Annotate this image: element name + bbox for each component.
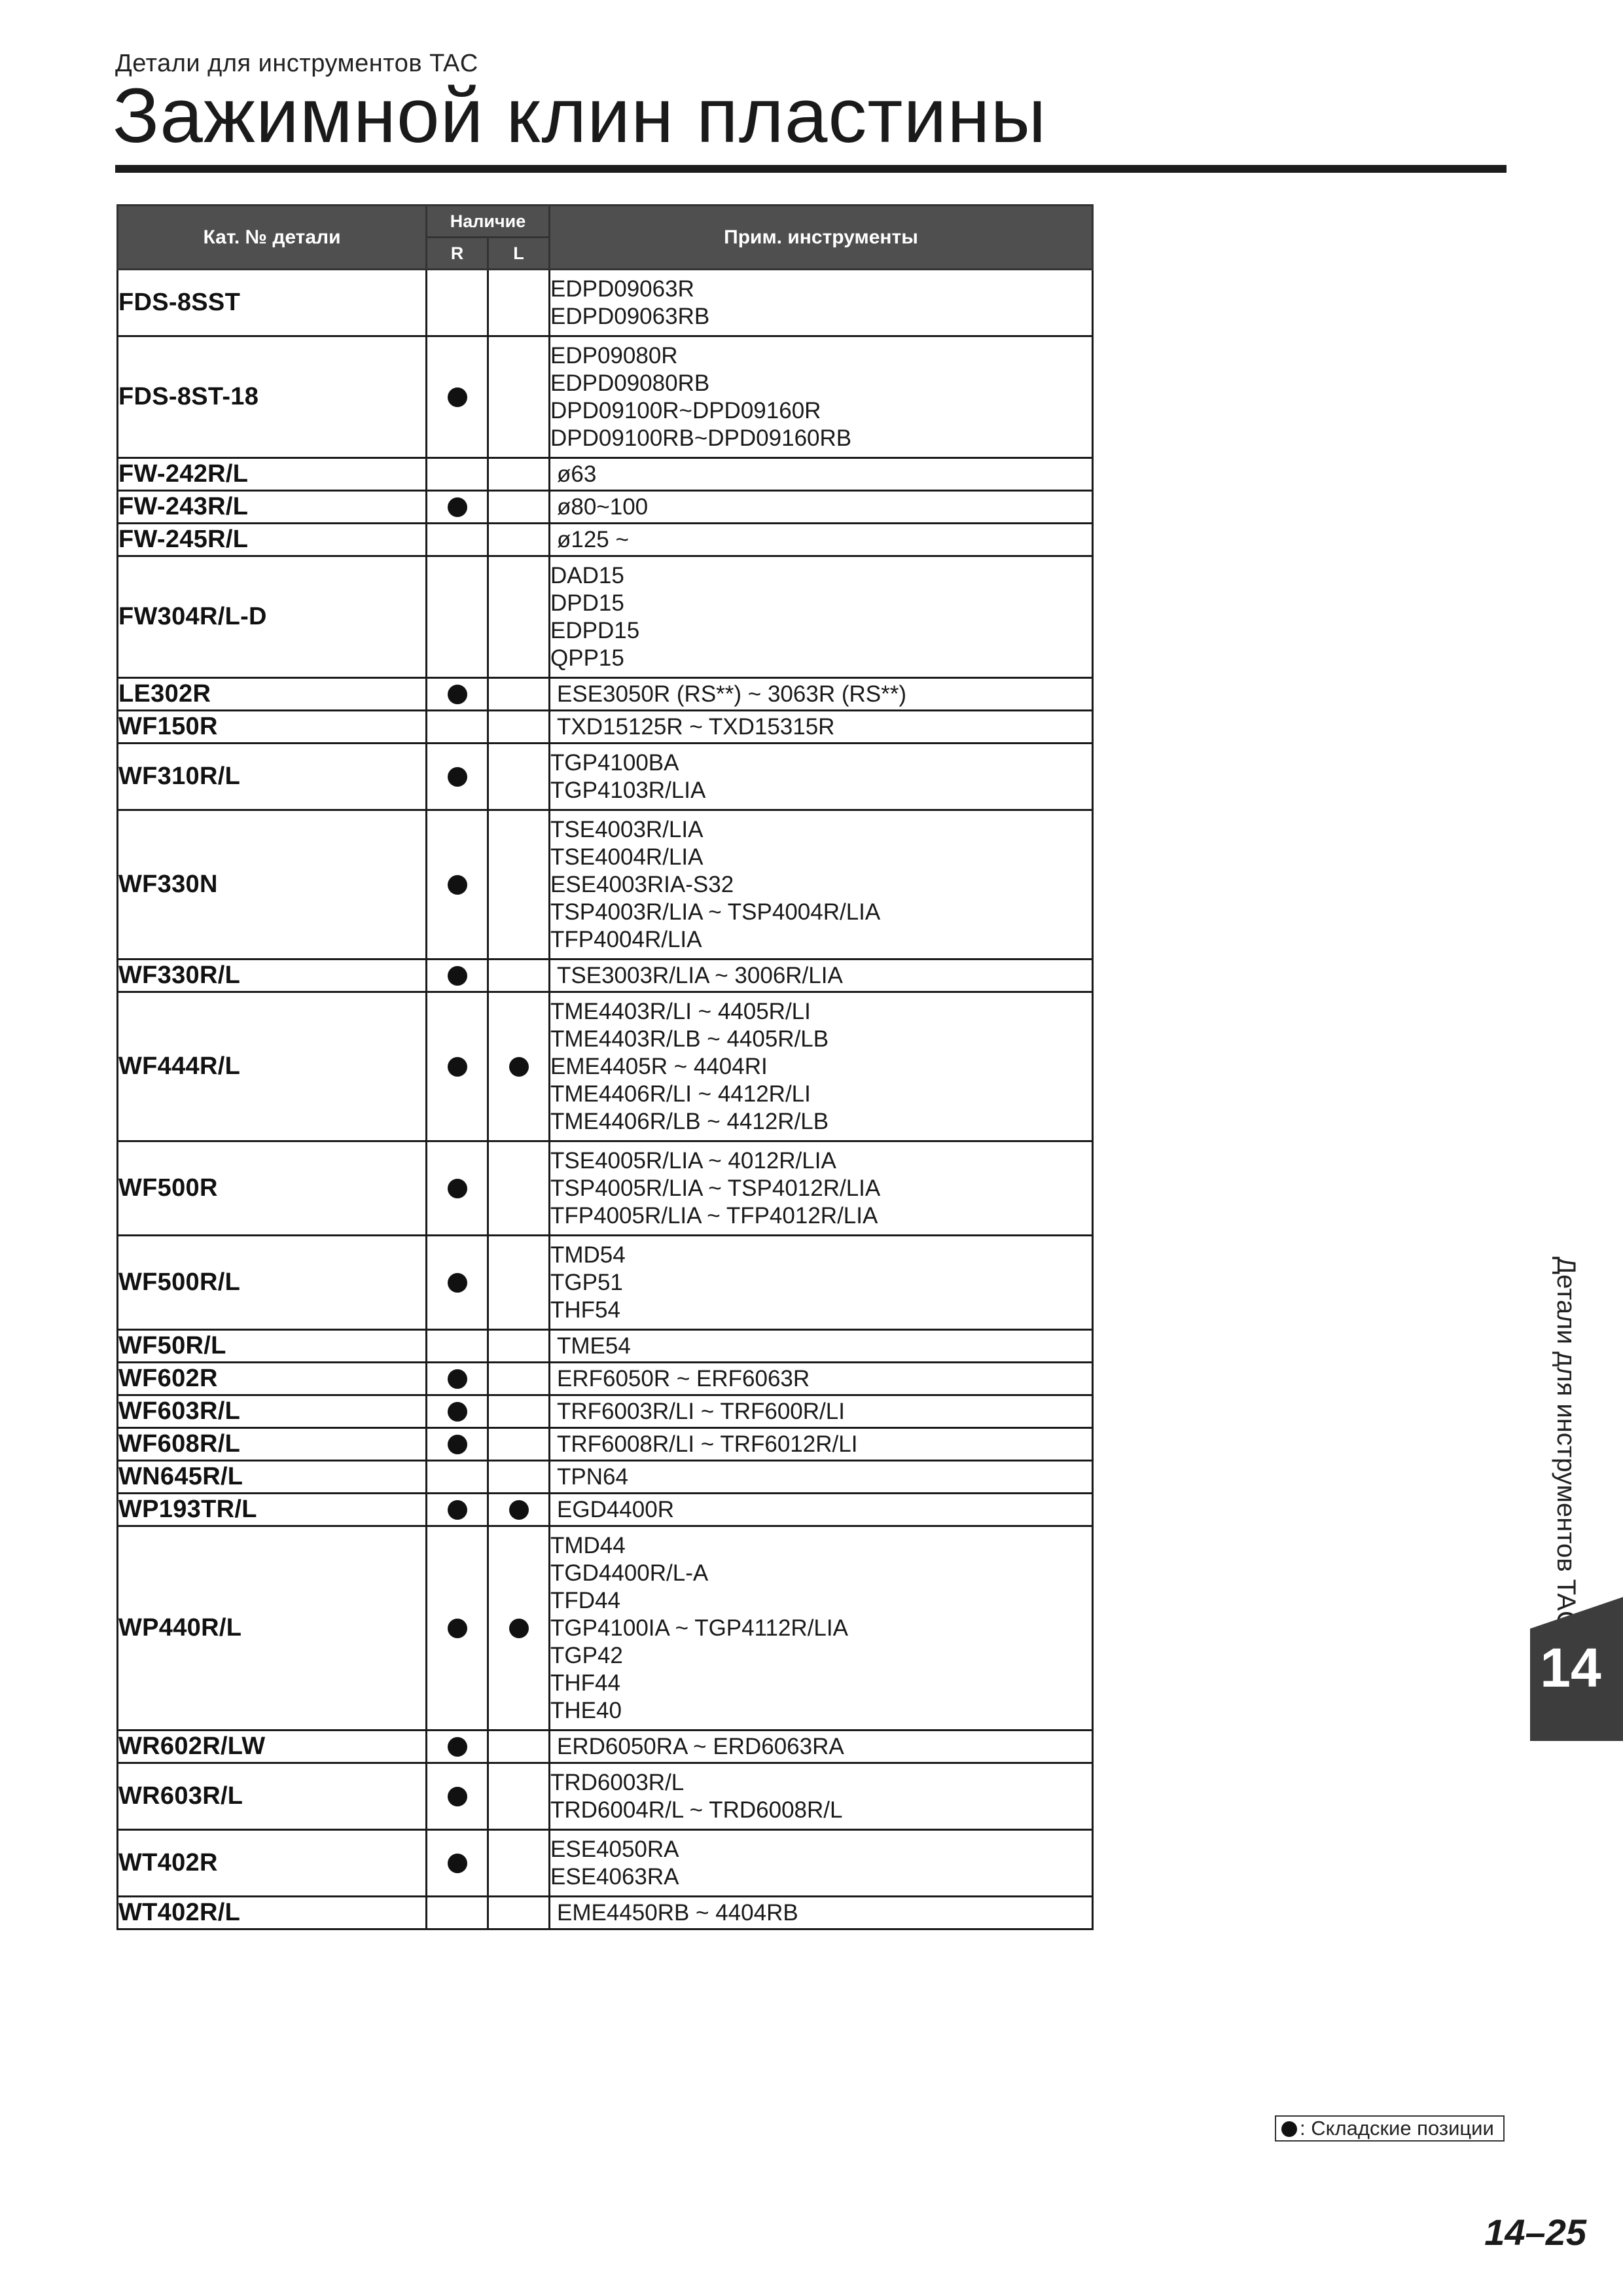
tool-line: EDP09080R <box>550 342 678 368</box>
tool-line: EDPD09063RB <box>550 303 710 329</box>
availability-r-cell <box>427 458 488 491</box>
tool-line: EDPD15 <box>550 617 640 643</box>
availability-l-cell <box>488 1897 550 1929</box>
availability-l-cell <box>488 1236 550 1330</box>
availability-l-cell <box>488 1526 550 1731</box>
tool-line: EME4450RB ~ 4404RB <box>557 1899 798 1926</box>
table-row <box>118 524 1093 556</box>
table-row <box>118 1236 1093 1330</box>
availability-r-cell <box>427 1494 488 1526</box>
availability-l-cell <box>488 992 550 1141</box>
table-header <box>118 206 1093 270</box>
stock-dot-icon <box>448 1057 467 1077</box>
part-number-cell: WF602R <box>118 1363 427 1395</box>
tool-line: EME4405R ~ 4404RI <box>550 1053 768 1079</box>
part-number-cell: WF330R/L <box>118 960 427 992</box>
header-applicable-tools: Прим. инструменты <box>550 206 1093 270</box>
table-row <box>118 992 1093 1141</box>
tool-line: TXD15125R ~ TXD15315R <box>557 713 835 740</box>
part-number-cell: FDS-8ST-18 <box>118 336 427 458</box>
table-row <box>118 744 1093 810</box>
tool-line: TME4403R/LB ~ 4405R/LB <box>550 1026 829 1052</box>
tool-line: ø63 <box>557 461 597 487</box>
tool-line: ESE3050R (RS**) ~ 3063R (RS**) <box>557 681 906 707</box>
stock-dot-icon <box>448 1402 467 1422</box>
tool-line: TGP42 <box>550 1642 623 1668</box>
part-number-cell: WR603R/L <box>118 1763 427 1830</box>
availability-r-cell <box>427 1395 488 1428</box>
stock-dot-icon <box>448 1737 467 1757</box>
part-number-cell: WR602R/LW <box>118 1731 427 1763</box>
tool-line: TRF6003R/LI ~ TRF600R/LI <box>557 1398 845 1424</box>
tool-line: EDPD09080RB <box>550 370 710 396</box>
availability-r-cell <box>427 556 488 678</box>
tool-line: ESE4003RIA-S32 <box>550 871 734 897</box>
tool-line: THE40 <box>550 1697 622 1723</box>
tool-line: TRD6003R/L <box>550 1769 685 1795</box>
chapter-number: 14 <box>1540 1637 1601 1698</box>
header-l: L <box>488 238 550 270</box>
tool-line: THF54 <box>550 1297 620 1323</box>
tool-line: TPN64 <box>557 1463 628 1490</box>
availability-r-cell <box>427 1141 488 1236</box>
part-number-cell: WP440R/L <box>118 1526 427 1731</box>
page-number: 14–25 <box>1484 2212 1586 2253</box>
applicable-tools-cell <box>550 1363 1093 1395</box>
part-number-cell: WF500R <box>118 1141 427 1236</box>
tool-line: TFP4005R/LIA ~ TFP4012R/LIA <box>550 1202 878 1229</box>
tool-line: TMD54 <box>550 1242 626 1268</box>
stock-dot-icon <box>448 1369 467 1389</box>
tool-line: ESE4050RA <box>550 1836 679 1862</box>
applicable-tools-cell <box>550 810 1093 960</box>
table-row <box>118 1428 1093 1461</box>
tool-line: TSP4005R/LIA ~ TSP4012R/LIA <box>550 1175 881 1201</box>
tool-line: ERF6050R ~ ERF6063R <box>557 1365 810 1391</box>
header-part-number: Кат. № детали <box>118 206 427 270</box>
part-number-cell: WF603R/L <box>118 1395 427 1428</box>
tool-line: TME4406R/LB ~ 4412R/LB <box>550 1108 829 1134</box>
availability-l-cell <box>488 1494 550 1526</box>
availability-l-cell <box>488 711 550 744</box>
part-number-cell: WP193TR/L <box>118 1494 427 1526</box>
availability-r-cell <box>427 992 488 1141</box>
availability-r-cell <box>427 711 488 744</box>
availability-r-cell <box>427 524 488 556</box>
tool-line: TME4406R/LI ~ 4412R/LI <box>550 1081 811 1107</box>
table-row <box>118 810 1093 960</box>
availability-r-cell <box>427 810 488 960</box>
availability-l-cell <box>488 1395 550 1428</box>
availability-l-cell <box>488 556 550 678</box>
availability-l-cell <box>488 744 550 810</box>
applicable-tools-cell <box>550 1428 1093 1461</box>
part-number-cell: WT402R/L <box>118 1897 427 1929</box>
parts-table <box>116 204 1094 1930</box>
table-row <box>118 458 1093 491</box>
tool-line: THF44 <box>550 1670 620 1696</box>
stock-dot-icon <box>448 1619 467 1638</box>
stock-dot-icon <box>448 767 467 787</box>
availability-r-cell <box>427 744 488 810</box>
legend-text: : Складские позиции <box>1300 2117 1494 2140</box>
applicable-tools-cell <box>550 336 1093 458</box>
tool-line: DPD09100RB~DPD09160RB <box>550 425 852 451</box>
part-number-cell: WF310R/L <box>118 744 427 810</box>
applicable-tools-cell <box>550 1763 1093 1830</box>
tool-line: TME54 <box>557 1333 631 1359</box>
applicable-tools-cell <box>550 1330 1093 1363</box>
availability-r-cell <box>427 1731 488 1763</box>
table-row <box>118 960 1093 992</box>
stock-dot-icon <box>448 497 467 517</box>
applicable-tools-cell <box>550 711 1093 744</box>
tool-line: TSE4005R/LIA ~ 4012R/LIA <box>550 1147 836 1174</box>
availability-l-cell <box>488 491 550 524</box>
availability-l-cell <box>488 1428 550 1461</box>
availability-r-cell <box>427 336 488 458</box>
tool-line: DPD15 <box>550 590 624 616</box>
applicable-tools-cell <box>550 1731 1093 1763</box>
stock-dot-icon <box>448 1500 467 1520</box>
applicable-tools-cell <box>550 1395 1093 1428</box>
applicable-tools-cell <box>550 1141 1093 1236</box>
part-number-cell: WN645R/L <box>118 1461 427 1494</box>
tool-line: DAD15 <box>550 562 624 588</box>
availability-l-cell <box>488 1731 550 1763</box>
stock-dot-icon <box>448 875 467 895</box>
part-number-cell: WF50R/L <box>118 1330 427 1363</box>
part-number-cell: WF330N <box>118 810 427 960</box>
stock-dot-icon <box>448 1854 467 1873</box>
applicable-tools-cell <box>550 524 1093 556</box>
tool-line: TFP4004R/LIA <box>550 926 702 952</box>
legend <box>1275 2115 1505 2142</box>
part-number-cell: WF444R/L <box>118 992 427 1141</box>
tool-line: QPP15 <box>550 645 624 671</box>
table-row <box>118 1395 1093 1428</box>
availability-r-cell <box>427 1461 488 1494</box>
table-body <box>118 270 1093 1929</box>
availability-r-cell <box>427 1330 488 1363</box>
title-rule <box>115 165 1507 173</box>
tool-line: TSE3003R/LIA ~ 3006R/LIA <box>557 962 843 988</box>
applicable-tools-cell <box>550 992 1093 1141</box>
table-row <box>118 1461 1093 1494</box>
table-row <box>118 336 1093 458</box>
applicable-tools-cell <box>550 744 1093 810</box>
side-section-label: Детали для инструментов TAC <box>1552 1257 1580 1630</box>
availability-r-cell <box>427 1363 488 1395</box>
tool-line: EGD4400R <box>557 1496 674 1522</box>
table-row <box>118 1763 1093 1830</box>
availability-l-cell <box>488 1330 550 1363</box>
part-number-cell: FW-245R/L <box>118 524 427 556</box>
tool-line: TRD6004R/L ~ TRD6008R/L <box>550 1797 843 1823</box>
part-number-cell: LE302R <box>118 678 427 711</box>
applicable-tools-cell <box>550 556 1093 678</box>
part-number-cell: FW-243R/L <box>118 491 427 524</box>
table-row <box>118 1731 1093 1763</box>
availability-r-cell <box>427 1897 488 1929</box>
tool-line: ø125 ~ <box>557 526 629 552</box>
table-row <box>118 1897 1093 1929</box>
tool-line: TMD44 <box>550 1532 626 1558</box>
table-row <box>118 270 1093 336</box>
part-number-cell: WF500R/L <box>118 1236 427 1330</box>
tool-line: TGP4100BA <box>550 749 679 776</box>
tool-line: DPD09100R~DPD09160R <box>550 397 821 423</box>
stock-dot-icon <box>1281 2121 1297 2137</box>
applicable-tools-cell <box>550 1897 1093 1929</box>
header-availability: Наличие <box>427 206 550 238</box>
table-row <box>118 1526 1093 1731</box>
tool-line: EDPD09063R <box>550 276 694 302</box>
table-row <box>118 556 1093 678</box>
header-r: R <box>427 238 488 270</box>
tool-line: TSE4004R/LIA <box>550 844 704 870</box>
tool-line: TGP4100IA ~ TGP4112R/LIA <box>550 1615 848 1641</box>
stock-dot-icon <box>509 1057 529 1077</box>
applicable-tools-cell <box>550 491 1093 524</box>
tool-line: TGD4400R/L-A <box>550 1560 709 1586</box>
availability-l-cell <box>488 524 550 556</box>
page-title: Зажимной клин пластины <box>113 73 1047 159</box>
part-number-cell: WF608R/L <box>118 1428 427 1461</box>
availability-l-cell <box>488 810 550 960</box>
availability-l-cell <box>488 1461 550 1494</box>
availability-l-cell <box>488 1763 550 1830</box>
stock-dot-icon <box>509 1500 529 1520</box>
applicable-tools-cell <box>550 1526 1093 1731</box>
tool-line: TME4403R/LI ~ 4405R/LI <box>550 998 811 1024</box>
availability-r-cell <box>427 270 488 336</box>
stock-dot-icon <box>509 1619 529 1638</box>
availability-r-cell <box>427 1763 488 1830</box>
part-number-cell: WF150R <box>118 711 427 744</box>
applicable-tools-cell <box>550 270 1093 336</box>
availability-l-cell <box>488 1141 550 1236</box>
availability-r-cell <box>427 1428 488 1461</box>
applicable-tools-cell <box>550 1236 1093 1330</box>
table-row <box>118 1141 1093 1236</box>
table-row <box>118 491 1093 524</box>
stock-dot-icon <box>448 966 467 986</box>
availability-l-cell <box>488 336 550 458</box>
availability-l-cell <box>488 1830 550 1897</box>
applicable-tools-cell <box>550 1830 1093 1897</box>
availability-l-cell <box>488 270 550 336</box>
part-number-cell: FW304R/L-D <box>118 556 427 678</box>
tool-line: TGP4103R/LIA <box>550 777 706 803</box>
applicable-tools-cell <box>550 1461 1093 1494</box>
part-number-cell: FDS-8SST <box>118 270 427 336</box>
stock-dot-icon <box>448 1435 467 1454</box>
page-subtitle: Детали для инструментов TAC <box>115 50 478 77</box>
availability-r-cell <box>427 491 488 524</box>
table-row <box>118 1494 1093 1526</box>
availability-r-cell <box>427 1526 488 1731</box>
availability-l-cell <box>488 960 550 992</box>
tool-line: ESE4063RA <box>550 1863 679 1890</box>
part-number-cell: FW-242R/L <box>118 458 427 491</box>
applicable-tools-cell <box>550 458 1093 491</box>
applicable-tools-cell <box>550 678 1093 711</box>
availability-r-cell <box>427 1830 488 1897</box>
table-row <box>118 711 1093 744</box>
stock-dot-icon <box>448 1787 467 1806</box>
availability-l-cell <box>488 458 550 491</box>
availability-l-cell <box>488 1363 550 1395</box>
tool-line: TSP4003R/LIA ~ TSP4004R/LIA <box>550 899 881 925</box>
tool-line: TFD44 <box>550 1587 620 1613</box>
table-row <box>118 1363 1093 1395</box>
table-row <box>118 1330 1093 1363</box>
table-row <box>118 1830 1093 1897</box>
tool-line: ERD6050RA ~ ERD6063RA <box>557 1733 844 1759</box>
part-number-cell: WT402R <box>118 1830 427 1897</box>
tool-line: TGP51 <box>550 1269 623 1295</box>
availability-r-cell <box>427 1236 488 1330</box>
availability-l-cell <box>488 678 550 711</box>
stock-dot-icon <box>448 1179 467 1198</box>
stock-dot-icon <box>448 685 467 704</box>
tool-line: TSE4003R/LIA <box>550 816 704 842</box>
tool-line: TRF6008R/LI ~ TRF6012R/LI <box>557 1431 858 1457</box>
table-row <box>118 678 1093 711</box>
tool-line: ø80~100 <box>557 493 649 520</box>
stock-dot-icon <box>448 387 467 407</box>
stock-dot-icon <box>448 1273 467 1293</box>
availability-r-cell <box>427 678 488 711</box>
applicable-tools-cell <box>550 1494 1093 1526</box>
availability-r-cell <box>427 960 488 992</box>
applicable-tools-cell <box>550 960 1093 992</box>
